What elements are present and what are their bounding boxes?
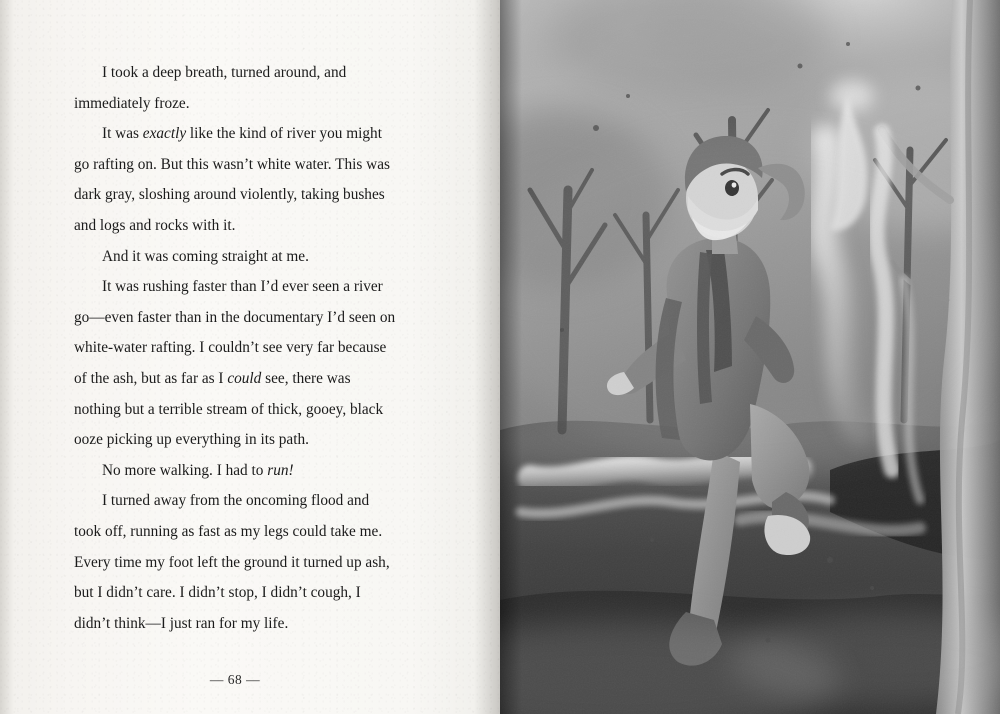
- page-number: — 68 —: [209, 672, 261, 687]
- paragraph-4: It was rushing faster than I’d ever seen a river go—even faster than in the documentary I’d seen on white-water rafting. I couldn’t see very far because of the ash, but as far as I could see, there was nothing but a terrible stream of thick, gooey, black ooze picking up everything in its path.: [74, 278, 396, 449]
- paragraph-1: I took a deep breath, turned around, and immediately froze.: [74, 64, 347, 112]
- paragraph-2: It was exactly like the kind of river you might go rafting on. But this wasn’t white water. This was dark gray, sloshing around violently, taking bushes and logs and rocks with it.: [74, 125, 390, 234]
- body-text: [74, 58, 396, 639]
- paragraph-5: No more walking. I had to run!: [102, 461, 294, 479]
- emphasis-exactly: exactly: [142, 125, 187, 143]
- emphasis-could: could: [227, 369, 262, 387]
- ash-flood-illustration: [500, 0, 1000, 714]
- paragraph-3: And it was coming straight at me.: [102, 247, 309, 265]
- paragraph-6: I turned away from the oncoming flood and took off, running as fast as my legs could take me. Every time my foot left the ground it turned up ash, but I didn’t care. I didn’t stop, I didn’t cough, I didn’t think—I just ran for my life.: [74, 492, 390, 632]
- right-illustration-page: [500, 0, 1000, 714]
- emphasis-run: run!: [267, 461, 294, 479]
